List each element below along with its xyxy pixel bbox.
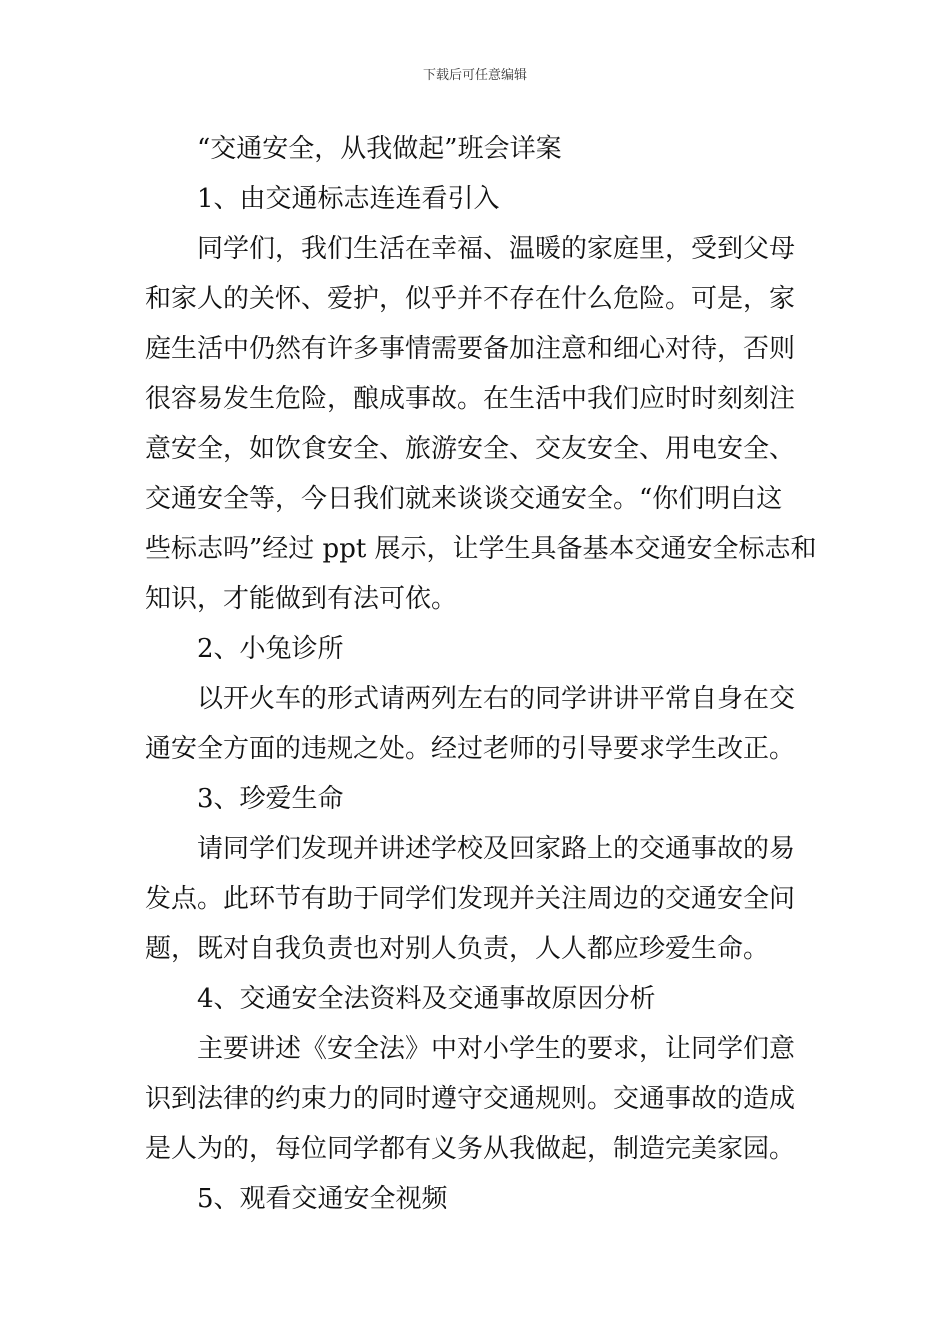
paragraph-line: 和家人的关怀、爱护，似乎并不存在什么危险。可是，家 — [145, 284, 796, 314]
paragraph-line: 识到法律的约束力的同时遵守交通规则。交通事故的造成 — [145, 1084, 796, 1114]
paragraph-line: 交通安全等，今日我们就来谈谈交通安全。“你们明白这 — [145, 484, 783, 514]
paragraph-line: 同学们，我们生活在幸福、温暖的家庭里，受到父母 — [197, 234, 796, 264]
paragraph-line: 请同学们发现并讲述学校及回家路上的交通事故的易 — [197, 834, 796, 864]
paragraph-line: 主要讲述《安全法》中对小学生的要求，让同学们意 — [197, 1034, 796, 1064]
paragraph-line: 知识，才能做到有法可依。 — [145, 584, 458, 614]
paragraph-line: 题，既对自我负责也对别人负责，人人都应珍爱生命。 — [145, 934, 770, 964]
paragraph-line: 以开火车的形式请两列左右的同学讲讲平常自身在交 — [197, 684, 796, 714]
section-heading-1: 1、由交通标志连连看引入 — [197, 184, 500, 214]
section-heading-5: 5、观看交通安全视频 — [197, 1184, 448, 1214]
paragraph-line: 庭生活中仍然有许多事情需要备加注意和细心对待，否则 — [145, 334, 796, 364]
paragraph-line: 是人为的，每位同学都有义务从我做起，制造完美家园。 — [145, 1134, 796, 1164]
section-heading-4: 4、交通安全法资料及交通事故原因分析 — [197, 984, 656, 1014]
page-header: 下载后可任意编辑 — [422, 68, 527, 83]
paragraph-line: 意安全，如饮食安全、旅游安全、交友安全、用电安全、 — [145, 434, 796, 464]
paragraph-line: 发点。此环节有助于同学们发现并关注周边的交通安全问 — [145, 884, 796, 914]
paragraph-line: 些标志吗”经过 ppt 展示，让学生具备基本交通安全标志和 — [145, 534, 817, 564]
paragraph-line: 通安全方面的违规之处。经过老师的引导要求学生改正。 — [145, 734, 796, 764]
section-heading-2: 2、小兔诊所 — [197, 634, 344, 664]
document-title: “交通安全，从我做起”班会详案 — [197, 134, 562, 164]
section-heading-3: 3、珍爱生命 — [197, 784, 344, 814]
paragraph-line: 很容易发生危险，酿成事故。在生活中我们应时时刻刻注 — [145, 384, 796, 414]
document-body — [145, 124, 817, 1224]
